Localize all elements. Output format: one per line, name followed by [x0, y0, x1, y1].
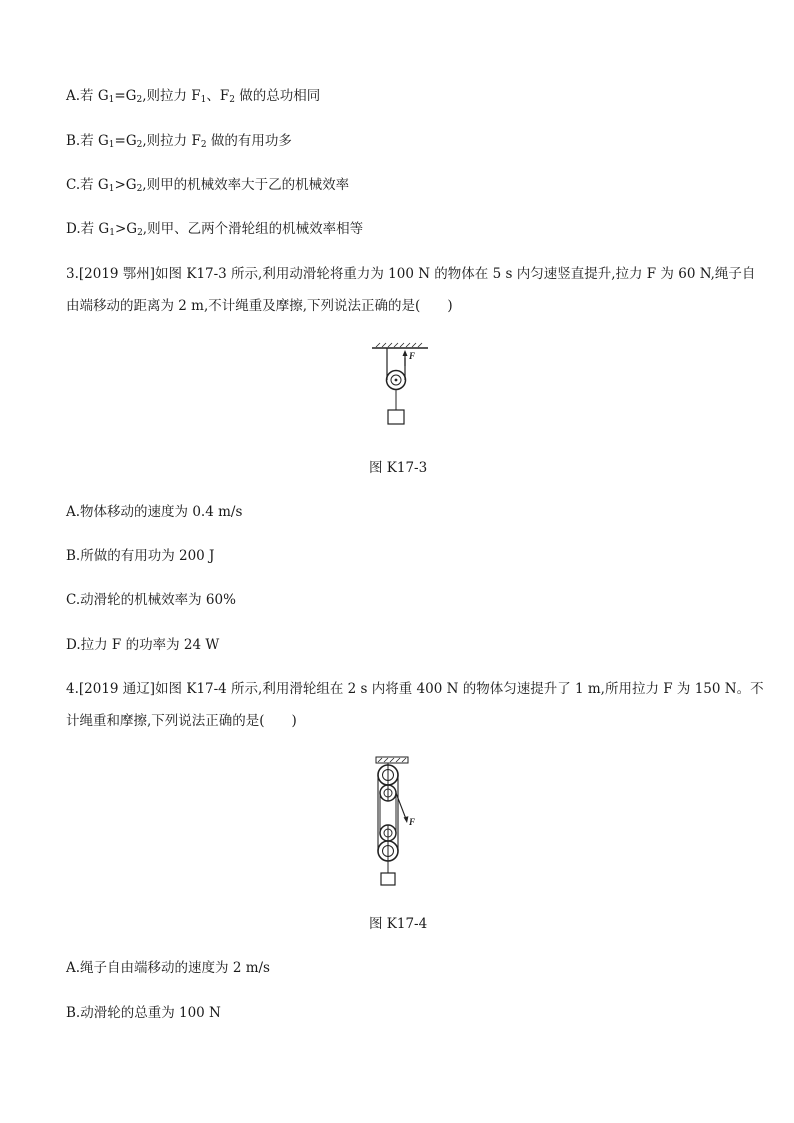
- force-label-f: F: [409, 351, 416, 361]
- figure-caption-k17-3: 图 K17-3: [369, 460, 428, 476]
- q3-option-b: B.所做的有用功为 200 J: [66, 548, 215, 564]
- q3-stem-line1: 3.[2019 鄂州]如图 K17-3 所示,利用动滑轮将重力为 100 N 的物体在 5 s 内匀速竖直提升,拉力 F 为 60 N,绳子自: [66, 266, 756, 282]
- figure-k17-3-pulley: [368, 340, 432, 430]
- q3-option-a: A.物体移动的速度为 0.4 m/s: [66, 504, 243, 520]
- q4-option-a: A.绳子自由端移动的速度为 2 m/s: [66, 960, 270, 976]
- figure-k17-4-pulley-system: [366, 755, 430, 889]
- q3-stem-line2: 由端移动的距离为 2 m,不计绳重及摩擦,下列说法正确的是( ): [66, 298, 453, 314]
- force-label-f-2: F: [409, 817, 416, 827]
- q2-option-c: C.若 $G_1>G_2$,则甲的机械效率大于乙的机械效率: [66, 177, 350, 194]
- q2-option-a: A.若 $G_1=G_2$,则拉力 $F_1$、$F_2$ 做的总功相同: [66, 88, 321, 105]
- q4-stem-line1: 4.[2019 通辽]如图 K17-4 所示,利用滑轮组在 2 s 内将重 400 N 的物体匀速提升了 1 m,所用拉力 F 为 150 N。不: [66, 681, 764, 697]
- figure-caption-k17-4: 图 K17-4: [369, 916, 428, 932]
- q3-option-c: C.动滑轮的机械效率为 60%: [66, 592, 236, 608]
- q2-option-b: B.若 $G_1=G_2$,则拉力 $F_2$ 做的有用功多: [66, 133, 292, 150]
- q4-stem-line2: 计绳重和摩擦,下列说法正确的是( ): [66, 713, 297, 729]
- q3-option-d: D.拉力 F 的功率为 24 W: [66, 637, 220, 653]
- q4-option-b: B.动滑轮的总重为 100 N: [66, 1005, 221, 1021]
- q2-option-d: D.若 $G_1>G_2$,则甲、乙两个滑轮组的机械效率相等: [66, 221, 364, 238]
